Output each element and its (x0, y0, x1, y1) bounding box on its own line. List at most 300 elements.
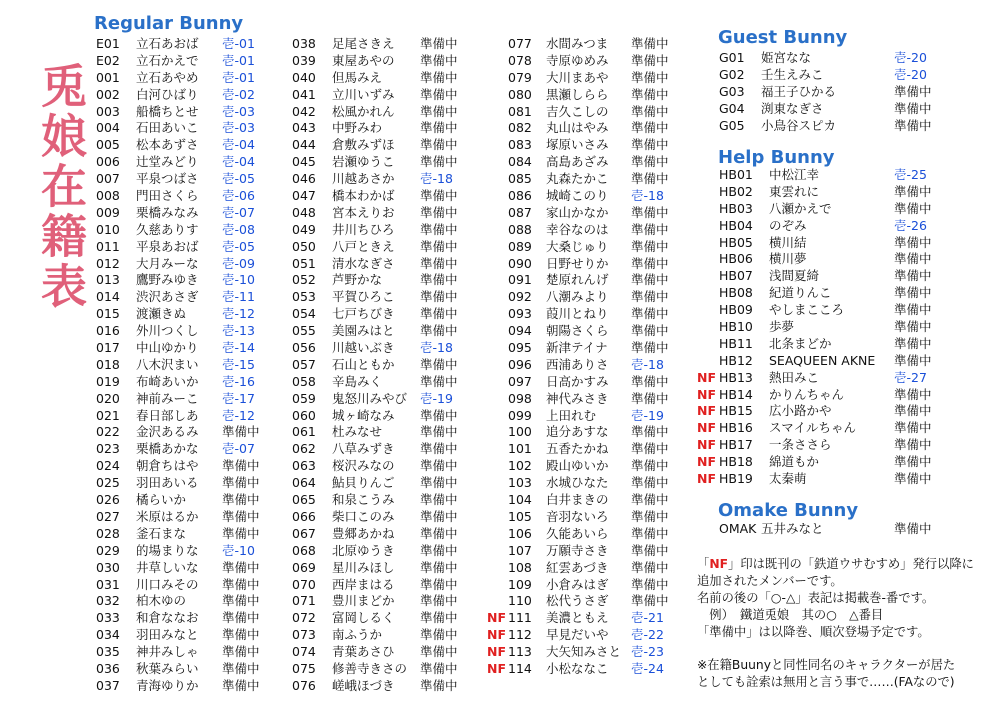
member-status: 準備中 (631, 272, 669, 288)
member-id: 097 (508, 373, 532, 389)
member-id: 084 (508, 154, 532, 170)
member-id: 005 (96, 137, 120, 153)
member-id: 034 (96, 627, 120, 643)
member-id: 001 (96, 69, 120, 85)
member-id: 023 (96, 441, 120, 457)
member-name: 船橋ちとせ (136, 103, 199, 119)
member-name: 殿山ゆいか (546, 458, 609, 474)
roster-row (96, 256, 276, 273)
roster-row (487, 53, 677, 70)
roster-row (292, 644, 472, 661)
member-name: 米原はるか (136, 508, 199, 524)
roster-row (96, 644, 276, 661)
roster-row (96, 543, 276, 560)
member-name: 大川まあや (546, 69, 609, 85)
member-name: 豊川まどか (332, 593, 395, 609)
member-id: HB03 (719, 200, 753, 216)
member-status: 壱-03 (222, 103, 255, 119)
member-status: 準備中 (894, 454, 932, 470)
member-name: 大月みーな (136, 255, 199, 271)
member-id: 064 (292, 475, 316, 491)
member-status: 準備中 (631, 86, 669, 102)
member-status: 壱-10 (222, 272, 255, 288)
guest-list (719, 50, 949, 134)
nf-marker: NF (697, 403, 717, 419)
nf-marker: NF (487, 644, 507, 660)
member-status: 準備中 (631, 458, 669, 474)
member-id: 049 (292, 221, 316, 237)
roster-row (96, 53, 276, 70)
roster-row (292, 188, 472, 205)
roster-row (719, 50, 949, 67)
member-status: 準備中 (631, 576, 669, 592)
roster-row (96, 340, 276, 357)
note-line-5: 「準備中」は以降巻、順次登場予定です。 (697, 624, 930, 639)
member-id: 013 (96, 272, 120, 288)
member-status: 準備中 (631, 137, 669, 153)
member-name: 白井まきの (546, 492, 609, 508)
member-id: 065 (292, 492, 316, 508)
member-id: 069 (292, 559, 316, 575)
member-name: 川越いぶき (332, 340, 395, 356)
roster-row (292, 475, 472, 492)
member-status: 準備中 (631, 103, 669, 119)
member-status: 準備中 (894, 117, 932, 133)
roster-row (292, 560, 472, 577)
member-status: 準備中 (222, 424, 260, 440)
member-name: 朝倉ちはや (136, 458, 199, 474)
member-id: 094 (508, 323, 532, 339)
note-line-7: としても詮索は無用と言う事で……(FAなので) (697, 675, 955, 690)
member-name: 平泉つばさ (136, 171, 199, 187)
member-id: 021 (96, 407, 120, 423)
member-status: 壱-24 (631, 660, 664, 676)
member-name: 紅雲あづき (546, 559, 609, 575)
member-id: 071 (292, 593, 316, 609)
member-status: 壱-26 (894, 217, 927, 233)
roster-row (96, 222, 276, 239)
roster-row (292, 154, 472, 171)
member-name: 北条まどか (769, 335, 832, 351)
member-status: 壱-07 (222, 441, 255, 457)
member-name: 芦野かな (332, 272, 383, 288)
roster-row (487, 593, 677, 610)
member-status: 準備中 (420, 289, 458, 305)
member-id: 038 (292, 36, 316, 51)
member-status: 壱-12 (222, 306, 255, 322)
member-name: 布崎あいか (136, 373, 199, 389)
roster-row (96, 70, 276, 87)
member-status: 準備中 (894, 268, 932, 284)
member-status: 準備中 (222, 559, 260, 575)
member-status: 準備中 (894, 352, 932, 368)
member-name: 鬼怒川みやび (332, 390, 408, 406)
member-status: 準備中 (631, 525, 669, 541)
member-name: 八戸ときえ (332, 238, 395, 254)
member-name: 鮎貝りんご (332, 475, 395, 491)
roster-row (292, 577, 472, 594)
roster-row (292, 289, 472, 306)
member-id: 007 (96, 171, 120, 187)
member-name: SEAQUEEN AKNE (769, 352, 876, 368)
member-id: G02 (719, 66, 745, 82)
roster-row (487, 424, 677, 441)
member-id: 081 (508, 103, 532, 119)
member-name: 橋本わかば (332, 188, 395, 204)
member-status: 準備中 (420, 475, 458, 491)
roster-row (292, 526, 472, 543)
member-name: 中山ゆかり (136, 340, 199, 356)
member-name: 富岡しるく (332, 610, 395, 626)
regular-column-1 (96, 36, 276, 695)
member-id: 011 (96, 238, 120, 254)
member-name: 羽田あいる (136, 475, 199, 491)
member-name: 新津テイナ (546, 340, 608, 356)
member-name: 久慈ありす (136, 221, 199, 237)
member-name: 井川ちひろ (332, 221, 395, 237)
member-status: 壱-10 (222, 542, 255, 558)
roster-row (487, 306, 677, 323)
member-id: 076 (292, 677, 316, 693)
member-name: 但馬みえ (332, 69, 383, 85)
member-name: 岩瀬ゆうこ (332, 154, 395, 170)
member-name: 大矢知みさと (546, 644, 622, 660)
member-id: HB15 (719, 403, 753, 419)
roster-row (96, 87, 276, 104)
roster-row (697, 403, 957, 420)
member-id: 059 (292, 390, 316, 406)
member-name: 城崎このり (546, 188, 609, 204)
member-id: 057 (292, 356, 316, 372)
member-status: 準備中 (894, 251, 932, 267)
member-name: 音羽ないろ (546, 508, 609, 524)
member-status: 準備中 (894, 471, 932, 487)
member-name: 松代うさぎ (546, 593, 609, 609)
member-name: 歩夢 (769, 319, 795, 335)
member-name: 中松江幸 (769, 167, 820, 182)
member-status: 準備中 (420, 306, 458, 322)
member-name: 小鳥谷スピカ (761, 117, 837, 133)
roster-row (487, 357, 677, 374)
member-status: 準備中 (894, 234, 932, 250)
member-id: HB12 (719, 352, 753, 368)
member-id: 058 (292, 373, 316, 389)
member-id: 056 (292, 340, 316, 356)
member-id: 010 (96, 221, 120, 237)
member-name: 幸谷なのは (546, 221, 609, 237)
member-name: 葭川とねり (546, 306, 609, 322)
member-status: 準備中 (222, 627, 260, 643)
member-status: 壱-27 (894, 369, 927, 385)
nf-marker: NF (697, 471, 717, 487)
member-status: 準備中 (420, 86, 458, 102)
omake-list (719, 521, 949, 538)
member-status: 準備中 (631, 120, 669, 136)
nf-marker: NF (697, 454, 717, 470)
roster-row (96, 424, 276, 441)
roster-row (292, 323, 472, 340)
roster-row (292, 661, 472, 678)
roster-row (292, 205, 472, 222)
member-id: 109 (508, 576, 532, 592)
roster-row (292, 36, 472, 53)
roster-row (96, 526, 276, 543)
member-status: 壱-23 (631, 644, 664, 660)
roster-row (96, 577, 276, 594)
roster-row (487, 256, 677, 273)
roster-row (96, 560, 276, 577)
member-status: 壱-20 (894, 50, 927, 65)
roster-row (487, 644, 677, 661)
member-id: G01 (719, 50, 745, 65)
roster-row (719, 101, 949, 118)
member-status: 準備中 (420, 373, 458, 389)
roster-row (697, 268, 957, 285)
member-status: 準備中 (222, 593, 260, 609)
roster-row (697, 285, 957, 302)
member-name: 小倉みはぎ (546, 576, 609, 592)
roster-row (487, 526, 677, 543)
member-id: HB09 (719, 302, 753, 318)
member-status: 壱-12 (222, 407, 255, 423)
member-name: 神井みしゃ (136, 644, 199, 660)
roster-row (292, 441, 472, 458)
member-status: 準備中 (420, 610, 458, 626)
roster-row (697, 201, 957, 218)
member-id: 024 (96, 458, 120, 474)
member-id: G03 (719, 83, 745, 99)
member-name: 西浦ありさ (546, 356, 609, 372)
member-name: 渕東なぎさ (761, 100, 824, 116)
member-id: 106 (508, 525, 532, 541)
member-id: 050 (292, 238, 316, 254)
member-status: 壱-01 (222, 52, 255, 68)
member-status: 壱-01 (222, 69, 255, 85)
roster-row (292, 458, 472, 475)
member-status: 準備中 (420, 441, 458, 457)
member-name: 丸森たかこ (546, 171, 609, 187)
member-status: 壱-19 (631, 407, 664, 423)
member-id: 022 (96, 424, 120, 440)
member-id: 014 (96, 289, 120, 305)
section-heading-omake: Omake Bunny (718, 500, 859, 521)
roster-row (487, 205, 677, 222)
member-name: 松本あずさ (136, 137, 199, 153)
member-id: 074 (292, 644, 316, 660)
member-status: 準備中 (631, 508, 669, 524)
member-status: 準備中 (420, 627, 458, 643)
member-id: 029 (96, 542, 120, 558)
note-line-6: ※在籍Buunyと同性同名のキャラクターが居た (697, 658, 956, 673)
member-name: 橘らいか (136, 492, 187, 508)
roster-row (487, 104, 677, 121)
member-id: 068 (292, 542, 316, 558)
roster-row (487, 408, 677, 425)
member-name: 渋沢あさぎ (136, 289, 199, 305)
nf-marker: NF (697, 437, 717, 453)
member-id: 041 (292, 86, 316, 102)
member-status: 準備中 (222, 458, 260, 474)
member-status: 準備中 (631, 492, 669, 508)
member-name: 五香たかね (546, 441, 609, 457)
member-id: HB13 (719, 369, 753, 385)
member-id: 073 (292, 627, 316, 643)
roster-row (292, 306, 472, 323)
roster-row (487, 492, 677, 509)
member-name: 栗橋あかな (136, 441, 199, 457)
member-name: 七戸ちびき (332, 306, 395, 322)
roster-row (487, 374, 677, 391)
member-status: 準備中 (631, 36, 669, 51)
nf-marker: NF (487, 627, 507, 643)
member-status: 準備中 (631, 171, 669, 187)
roster-row (292, 357, 472, 374)
member-id: OMAK (719, 521, 757, 536)
roster-row (697, 437, 957, 454)
roster-row (96, 492, 276, 509)
member-name: 姫宮なな (761, 50, 812, 65)
member-status: 準備中 (222, 492, 260, 508)
roster-row (487, 70, 677, 87)
member-name: 大桑じゅり (546, 238, 609, 254)
member-id: 045 (292, 154, 316, 170)
member-id: HB17 (719, 437, 753, 453)
member-status: 準備中 (420, 221, 458, 237)
member-id: 053 (292, 289, 316, 305)
roster-row (487, 441, 677, 458)
roster-row (487, 36, 677, 53)
member-name: のぞみ (769, 217, 807, 233)
member-name: かりんちゃん (769, 386, 845, 402)
section-heading-regular: Regular Bunny (94, 13, 244, 34)
member-name: 福王子ひかる (761, 83, 837, 99)
member-status: 壱-05 (222, 238, 255, 254)
member-name: 小松ななこ (546, 660, 609, 676)
member-id: HB06 (719, 251, 753, 267)
member-status: 準備中 (894, 437, 932, 453)
member-name: 綿道もか (769, 454, 820, 470)
member-name: 熱田みこ (769, 369, 820, 385)
roster-row (96, 171, 276, 188)
member-status: 準備中 (631, 593, 669, 609)
member-id: 002 (96, 86, 120, 102)
member-status: 準備中 (894, 183, 932, 199)
member-status: 準備中 (222, 525, 260, 541)
member-id: 078 (508, 52, 532, 68)
member-status: 準備中 (631, 204, 669, 220)
member-id: E02 (96, 52, 120, 68)
member-id: 095 (508, 340, 532, 356)
roster-row (487, 171, 677, 188)
member-status: 準備中 (420, 424, 458, 440)
member-name: 倉敷みずほ (332, 137, 395, 153)
roster-row (697, 471, 957, 488)
member-id: 046 (292, 171, 316, 187)
member-status: 壱-08 (222, 221, 255, 237)
member-id: 016 (96, 323, 120, 339)
member-id: 083 (508, 137, 532, 153)
member-id: 040 (292, 69, 316, 85)
roster-row (697, 420, 957, 437)
member-status: 壱-18 (420, 171, 453, 187)
member-id: 020 (96, 390, 120, 406)
member-id: 112 (508, 627, 532, 643)
member-name: 美濃ともえ (546, 610, 609, 626)
member-status: 準備中 (420, 52, 458, 68)
roster-row (487, 340, 677, 357)
member-id: 032 (96, 593, 120, 609)
member-id: 063 (292, 458, 316, 474)
member-id: HB05 (719, 234, 753, 250)
roster-row (292, 340, 472, 357)
member-status: 壱-15 (222, 356, 255, 372)
roster-row (697, 454, 957, 471)
member-name: 足尾さきえ (332, 36, 395, 51)
member-id: 079 (508, 69, 532, 85)
member-id: 061 (292, 424, 316, 440)
member-status: 壱-06 (222, 188, 255, 204)
member-name: 青海ゆりか (136, 677, 199, 693)
nf-marker: NF (697, 386, 717, 402)
roster-row (96, 458, 276, 475)
member-id: 017 (96, 340, 120, 356)
roster-row (96, 441, 276, 458)
member-id: HB16 (719, 420, 753, 436)
member-id: HB10 (719, 319, 753, 335)
member-name: 朝陽さくら (546, 323, 609, 339)
member-name: 石田あいこ (136, 120, 199, 136)
roster-row (292, 120, 472, 137)
member-name: 豊郷あかね (332, 525, 395, 541)
member-status: 準備中 (222, 508, 260, 524)
member-name: 的場まりな (136, 542, 199, 558)
roster-row (719, 84, 949, 101)
roster-row (292, 408, 472, 425)
member-name: 金沢あるみ (136, 424, 199, 440)
roster-row (292, 70, 472, 87)
footnote (697, 556, 997, 691)
member-id: 093 (508, 306, 532, 322)
member-name: 太秦萌 (769, 471, 807, 487)
roster-row (487, 458, 677, 475)
member-status: 準備中 (420, 154, 458, 170)
member-status: 準備中 (894, 335, 932, 351)
regular-column-3 (487, 36, 677, 678)
member-id: 042 (292, 103, 316, 119)
roster-row (292, 87, 472, 104)
member-id: 101 (508, 441, 532, 457)
member-name: 桜沢みなの (332, 458, 395, 474)
member-id: 086 (508, 188, 532, 204)
member-id: 037 (96, 677, 120, 693)
member-name: 一条ささら (769, 437, 832, 453)
member-name: 城ヶ崎なみ (332, 407, 395, 423)
roster-row (719, 521, 949, 538)
member-name: 丸山はやみ (546, 120, 609, 136)
member-status: 準備中 (420, 492, 458, 508)
member-status: 準備中 (631, 289, 669, 305)
member-id: 051 (292, 255, 316, 271)
member-id: 113 (508, 644, 532, 660)
roster-row (697, 167, 957, 184)
member-id: 015 (96, 306, 120, 322)
member-name: 立石あおば (136, 36, 199, 51)
member-name: 松風かれん (332, 103, 395, 119)
member-status: 準備中 (420, 69, 458, 85)
member-id: 100 (508, 424, 532, 440)
member-status: 準備中 (631, 475, 669, 491)
page-title: 兎娘在籍表 (34, 62, 88, 312)
